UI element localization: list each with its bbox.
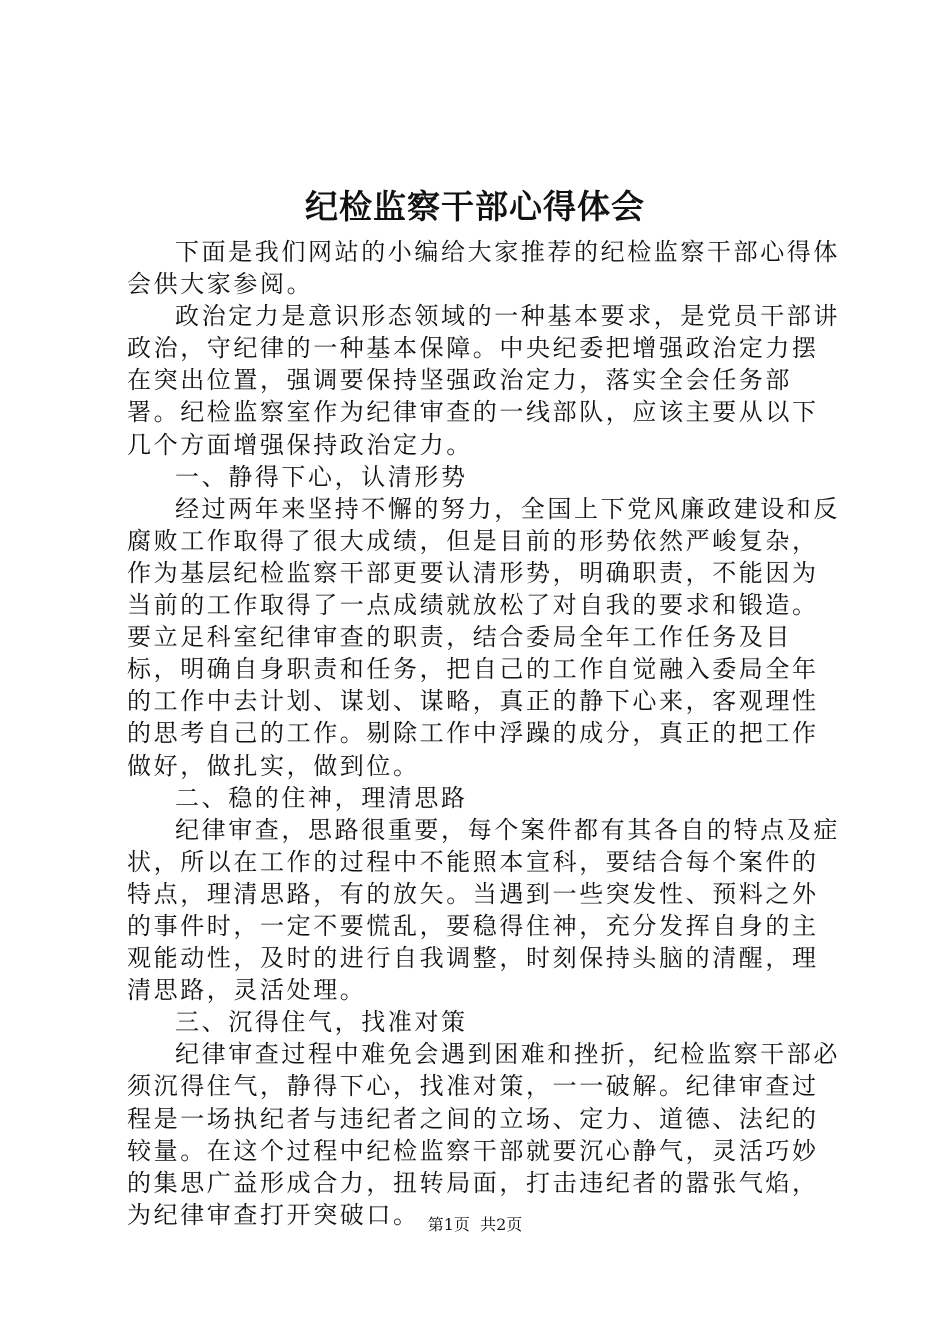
page-footer: 第1页 共2页 [427, 1215, 523, 1234]
paragraph-section-2: 纪律审查，思路很重要，每个案件都有其各自的特点及症状，所以在工作的过程中不能照本宣科，要结合每个案件的特点，理清思路，有的放矢。当遇到一些突发性、预料之外的事件时，一定不要慌乱，要稳得住神，充分发挥自身的主观能动性，及时的进行自我调整，时刻保持头脑的清醒，理清思路，灵活处理。 [127, 815, 840, 1005]
section-heading-1: 一、静得下心，认清形势 [175, 462, 468, 491]
paragraph-intro: 下面是我们网站的小编给大家推荐的纪检监察干部心得体会供大家参阅。 [127, 238, 840, 299]
section-heading-3: 三、沉得住气，找准对策 [175, 1008, 468, 1037]
section-heading-2: 二、稳的住神，理清思路 [175, 783, 468, 812]
document-body [127, 236, 843, 1231]
paragraph-section-3: 纪律审查过程中难免会遇到困难和挫折，纪检监察干部必须沉得住气，静得下心，找准对策，一一破解。纪律审查过程是一场执纪者与违纪者之间的立场、定力、道德、法纪的较量。在这个过程中纪检监察干部就要沉心静气，灵活巧妙的集思广益形成合力，扭转局面，打击违纪者的嚣张气焰，为纪律审查打开突破口。 [127, 1040, 840, 1229]
paragraph-political-stability: 政治定力是意识形态领域的一种基本要求，是党员干部讲政治，守纪律的一种基本保障。中央纪委把增强政治定力摆在突出位置，强调要保持坚强政治定力，落实全会任务部署。纪检监察室作为纪律审查的一线部队，应该主要从以下几个方面增强保持政治定力。 [127, 302, 840, 459]
paragraph-section-1: 经过两年来坚持不懈的努力，全国上下党风廉政建设和反腐败工作取得了很大成绩，但是目前的形势依然严峻复杂，作为基层纪检监察干部更要认清形势，明确职责，不能因为当前的工作取得了一点成绩就放松了对自我的要求和锻造。要立足科室纪律审查的职责，结合委局全年工作任务及目标，明确自身职责和任务，把自己的工作自觉融入委局全年的工作中去计划、谋划、谋略，真正的静下心来，客观理性的思考自己的工作。剔除工作中浮躁的成分，真正的把工作做好，做扎实，做到位。 [127, 494, 840, 780]
document-title: 纪检监察干部心得体会 [305, 187, 645, 226]
